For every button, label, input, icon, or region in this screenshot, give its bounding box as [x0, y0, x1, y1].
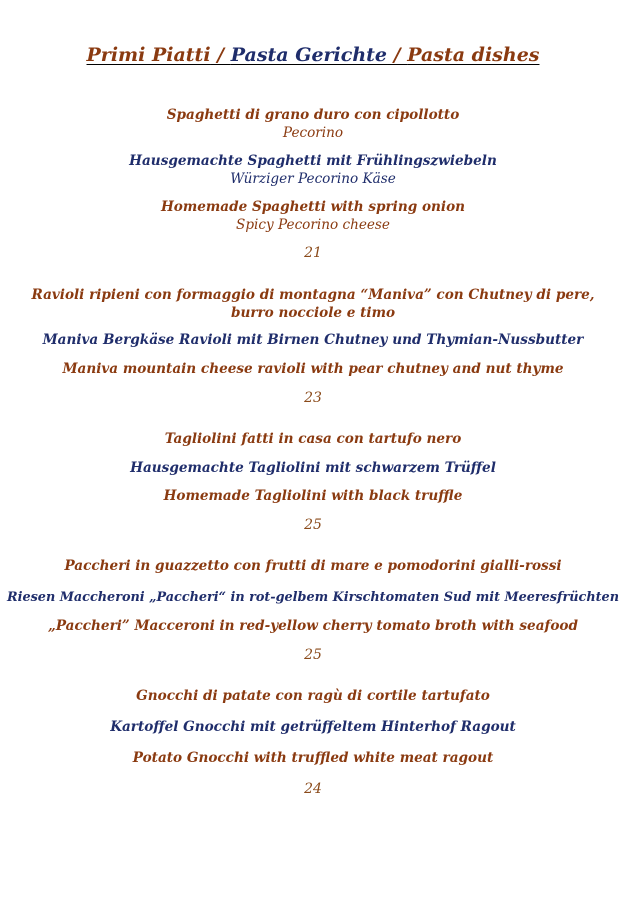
- dish-english-name: „Paccheri” Macceroni in red-yellow cherry tomato broth with seafood: [48, 618, 578, 634]
- page-title: [0, 44, 626, 66]
- dish-italian-name: Ravioli ripieni con formaggio di montagna “Maniva” con Chutney di pere,: [31, 287, 595, 303]
- dish-price: 24: [304, 781, 322, 797]
- dish-price: 23: [304, 390, 322, 406]
- dish-english-subtitle: Spicy Pecorino cheese: [236, 217, 390, 233]
- dish-german-name: Riesen Maccheroni „Paccheri“ in rot-gelbem Kirschtomaten Sud mit Meeresfrüchten: [6, 590, 620, 605]
- dish-price: 21: [304, 245, 322, 261]
- dish-english-name: Homemade Tagliolini with black truffle: [163, 488, 463, 504]
- dish-german-name: Maniva Bergkäse Ravioli mit Birnen Chutney und Thymian-Nussbutter: [42, 332, 584, 348]
- dish-german-name: Hausgemachte Spaghetti mit Frühlingszwiebeln: [129, 153, 497, 169]
- dish-italian-subtitle: Pecorino: [282, 125, 344, 141]
- dish-price: 25: [304, 647, 322, 663]
- title-italian: Primi Piatti: [86, 44, 211, 66]
- dish-german-name: Hausgemachte Tagliolini mit schwarzem Trüffel: [130, 460, 496, 476]
- dish-german-name: Kartoffel Gnocchi mit getrüffeltem Hinterhof Ragout: [110, 719, 516, 735]
- dish-italian-name: Gnocchi di patate con ragù di cortile tartufato: [136, 688, 490, 704]
- dish-price: 25: [304, 517, 322, 533]
- dish-english-name: Potato Gnocchi with truffled white meat ragout: [132, 750, 494, 766]
- dish-english-name: Maniva mountain cheese ravioli with pear chutney and nut thyme: [62, 361, 564, 377]
- dish-italian-name: Tagliolini fatti in casa con tartufo nero: [164, 431, 462, 447]
- title-separator: /: [210, 44, 231, 66]
- dish-italian-name: Spaghetti di grano duro con cipollotto: [166, 107, 460, 123]
- title-english: Pasta dishes: [407, 44, 540, 66]
- dish-english-name: Homemade Spaghetti with spring onion: [160, 199, 466, 215]
- title-german: Pasta Gerichte: [230, 44, 388, 66]
- dish-italian-subtitle: burro nocciole e timo: [230, 305, 396, 321]
- dish-german-subtitle: Würziger Pecorino Käse: [230, 171, 396, 187]
- title-separator: /: [387, 44, 408, 66]
- dish-italian-name: Paccheri in guazzetto con frutti di mare e pomodorini gialli-rossi: [64, 558, 562, 574]
